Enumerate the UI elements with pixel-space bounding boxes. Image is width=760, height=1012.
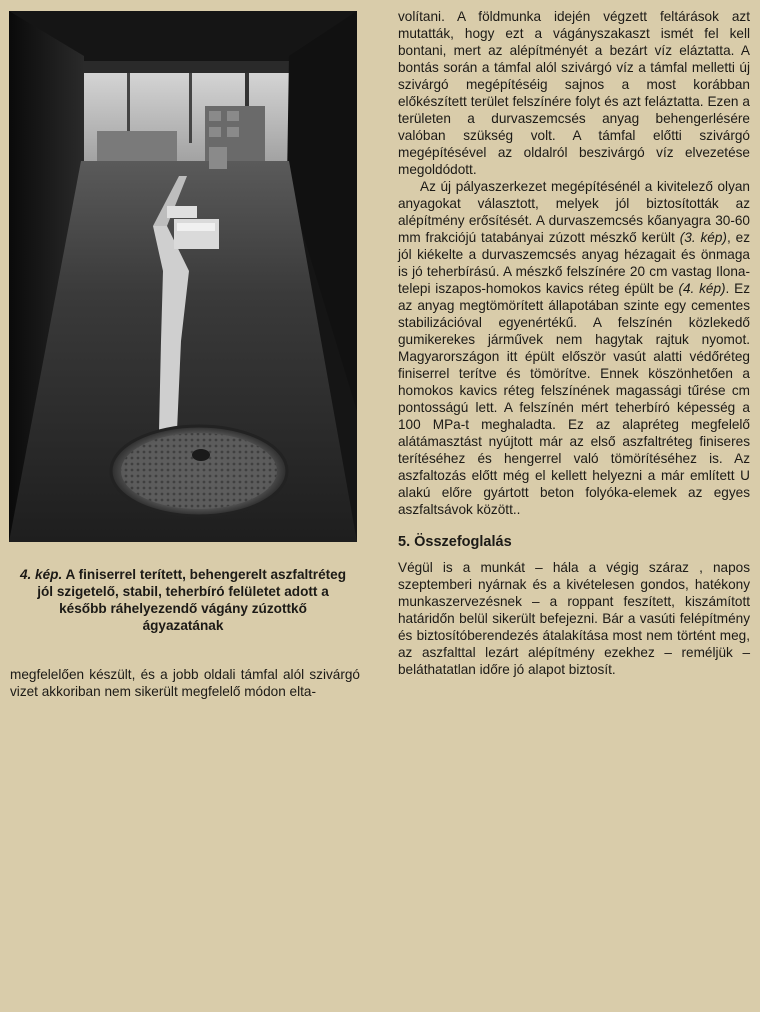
paragraph-2-part-b: , ez jól kiékelte a durvaszemcsés anyag hézagait és önmaga is jó teherbírású. A mészkő felszínére 20 cm vastag Ilona-telepi iszapos-homokos kavics réteg épült be: [398, 230, 750, 296]
paragraph-2: [398, 178, 750, 518]
paragraph-1: volítani. A földmunka idején végzett feltárások azt mutatták, hogy ezt a vágányszakaszt ismét fel kell bontani, mert az alépítményét a bezárt víz eláztatta. A bontás során a támfal alól szivárgó víz a támfal melletti új szivárgó megépítéséig sajnos a most korábban előkészített terület felszínére folyt és azt feláztatta. Ezen a területen a durvaszemcsés anyag behengerlésére valóban szükség volt. A támfal előtti szivárgó megépítésével az oldalról beszivárgó víz elvezetése megoldódott.: [398, 9, 750, 177]
photo-4: [9, 11, 357, 542]
photo-caption: [18, 566, 348, 634]
paragraph-2-part-c: . Ez az anyag megtömörített állapotában szinte egy cementes stabilizációval egyenértékű. A felszínén közlekedő gumikerekes járművek nem hagytak rajtuk nyomot. Magyarországon itt épült először vasút alatti védőréteg finiserrel terítve és tömörítve. Ennek köszönhetően a homokos kavics réteg felszínének magassági tűrése cm pontosságú lett. A felszínén mért teherbíró képesség a 100 MPa-t meghaladta. Ez az alapréteg megfelelő alátámasztást nyújtott már az első aszfaltréteg finiseres terítéséhez és hengerrel való tömörítéséhez is. Az aszfaltozás előtt még el kellett helyezni a már említett U alakú előre gyártott beton folyóka-elemek az egyes aszfaltsávok között..: [398, 281, 750, 517]
paragraph-3: Végül is a munkát – hála a végig száraz , napos szeptemberi nyárnak és a kivételesen gondos, hatékony munkaszervezésnek – a roppant feszített, kiszámított határidőn belül sikerült befejezni. Bár a vasúti felépítmény és biztosítóberendezés átalakítása most nem történt meg, az aszfalttal lezárt alépítmény ezekhez – reméljük – beláthatatlan időre jó alapot biztosít.: [398, 560, 750, 677]
photo-asphalt-layer-image: [9, 11, 357, 542]
left-column-text: megfelelően készült, és a jobb oldali támfal alól szivárgó vizet akkoriban nem sikerült megfelelő módon elta-: [10, 667, 360, 699]
figure-reference-4: (4. kép): [678, 281, 726, 296]
figure-reference-3: (3. kép): [679, 230, 727, 245]
section-title: 5. Összefoglalás: [398, 534, 512, 550]
right-column: [398, 8, 750, 678]
caption-label: 4. kép.: [19, 567, 63, 582]
caption-text: A finiserrel terített, behengerelt aszfaltréteg jól szigetelő, stabil, teherbíró felületet adott a később ráhelyezendő vágány zúzottkő ágyazatának: [37, 567, 347, 633]
paragraph-2-part-a: Az új pályaszerkezet megépítésénél a kivitelező olyan anyagokat választott, melyek jól biztosították az alépítmény erősítését. A durvaszemcsés kőanyagra 30-60 mm frakciójú tatabányai zúzott mészkő került: [398, 179, 750, 245]
